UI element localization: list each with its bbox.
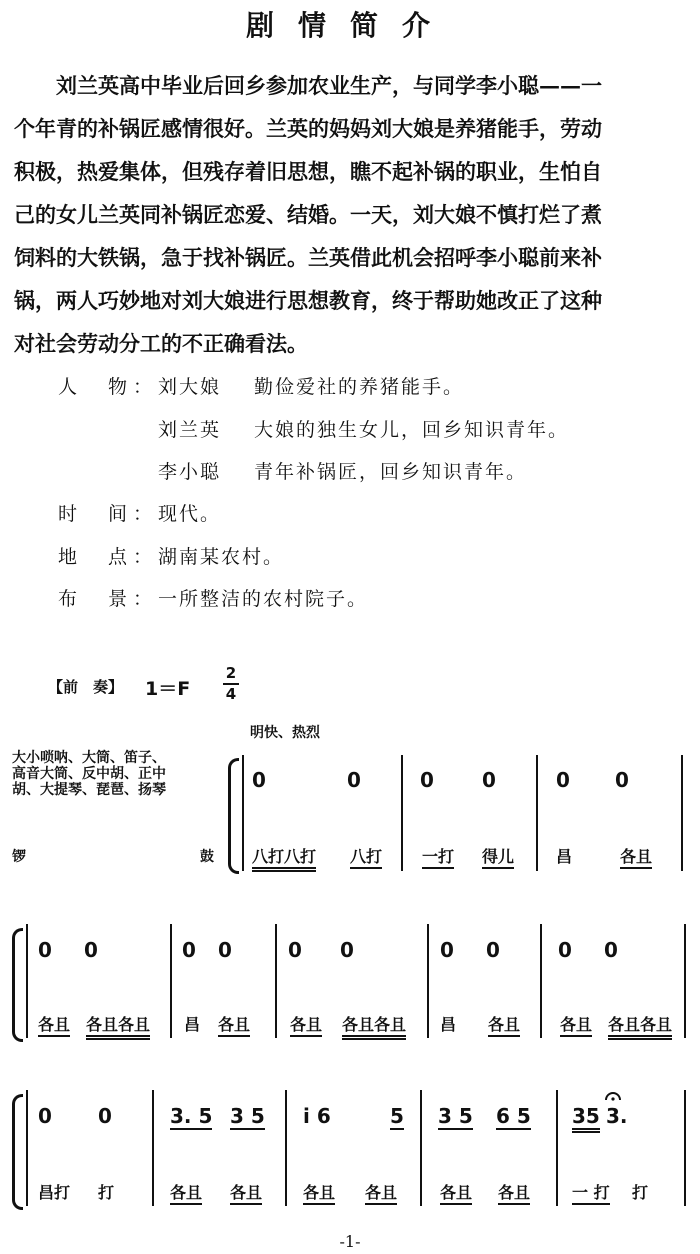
note: 0	[38, 938, 52, 962]
synopsis-line: 积极，热爱集体，但残存着旧思想，瞧不起补锅的职业，生怕自	[14, 159, 602, 184]
characters-label: 人 物：	[58, 376, 159, 398]
note: 0	[38, 1104, 52, 1128]
time-signature-top: 2	[225, 664, 237, 682]
percussion-syllable: 一 打	[572, 1180, 610, 1205]
barline	[170, 924, 172, 1038]
synopsis-line: 对社会劳动分工的不正确看法。	[14, 331, 308, 356]
percussion-syllable: 各且	[498, 1180, 530, 1205]
note: 35	[572, 1104, 600, 1133]
character-name: 刘兰英	[158, 419, 222, 441]
percussion-syllable: 昌	[556, 847, 573, 866]
character-desc: 青年补锅匠，回乡知识青年。	[254, 461, 528, 483]
note: 5	[390, 1104, 404, 1128]
percussion-syllable: 各且	[488, 1012, 520, 1037]
synopsis-line: 锅，两人巧妙地对刘大娘进行思想教育，终于帮助她改正了这种	[14, 288, 602, 313]
barline	[540, 924, 542, 1038]
percussion-syllable: 各且	[365, 1180, 397, 1205]
percussion-syllable: 各且	[38, 1012, 70, 1037]
percussion-syllable: 得儿	[482, 844, 514, 869]
percussion-syllable: 昌	[440, 1015, 457, 1034]
note: 0	[558, 938, 572, 962]
barline	[556, 1090, 558, 1206]
percussion-syllable: 打	[632, 1183, 649, 1202]
percussion-syllable: 昌	[184, 1015, 201, 1034]
note: 0	[84, 938, 98, 962]
fermata-icon	[604, 1090, 622, 1102]
synopsis-paragraph	[14, 64, 690, 365]
character-desc: 大娘的独生女儿，回乡知识青年。	[254, 419, 570, 441]
note: i 6	[303, 1104, 331, 1128]
barline	[427, 924, 429, 1038]
character-name: 李小聪	[158, 461, 222, 483]
key-signature: 1＝F	[145, 678, 191, 700]
synopsis-line: 刘兰英高中毕业后回乡参加农业生产，与同学李小聪——一	[14, 73, 602, 98]
percussion-syllable: 各且	[440, 1180, 472, 1205]
barline	[684, 1090, 686, 1206]
note: 0	[182, 938, 196, 962]
instrument-line: 大小唢呐、大筒、笛子、	[12, 750, 166, 766]
note: 0	[252, 768, 266, 792]
note: 0	[347, 768, 361, 792]
synopsis-line: 己的女儿兰英同补锅匠恋爱、结婚。一天，刘大娘不慎打烂了煮	[14, 202, 602, 227]
note: 0	[440, 938, 454, 962]
percussion-syllable: 各且	[620, 844, 652, 869]
time-value: 现代。	[158, 503, 222, 525]
percussion-syllable: 各且	[560, 1012, 592, 1037]
barline	[401, 755, 403, 871]
note: 0	[420, 768, 434, 792]
system-brace	[12, 1094, 23, 1210]
percussion-syllable: 各且各且	[608, 1012, 672, 1040]
note: 0	[98, 1104, 112, 1128]
percussion-syllable: 各且	[303, 1180, 335, 1205]
prelude-label: 【前 奏】	[48, 678, 124, 696]
percussion-syllable: 各且	[170, 1180, 202, 1205]
note: 0	[604, 938, 618, 962]
percussion-syllable: 各且各且	[342, 1012, 406, 1040]
barline	[152, 1090, 154, 1206]
percussion-syllable: 昌打	[38, 1183, 71, 1202]
note: 0	[615, 768, 629, 792]
system-brace	[228, 758, 239, 874]
percussion-syllable: 各且	[230, 1180, 262, 1205]
note: 3 5	[438, 1104, 473, 1128]
time-label: 时 间：	[58, 503, 159, 525]
synopsis-line: 饲料的大铁锅，急于找补锅匠。兰英借此机会招呼李小聪前来补	[14, 245, 602, 270]
percussion-syllable: 各且	[218, 1012, 250, 1037]
barline	[684, 924, 686, 1038]
percussion-label-gong: 锣	[12, 849, 26, 865]
percussion-syllable: 各且各且	[86, 1012, 150, 1040]
barline	[242, 755, 244, 871]
scene-value: 一所整洁的农村院子。	[158, 588, 369, 610]
note: 0	[288, 938, 302, 962]
percussion-syllable: 一打	[422, 844, 454, 869]
percussion-syllable: 八打八打	[252, 844, 316, 872]
note: 0	[218, 938, 232, 962]
percussion-label-drum: 鼓	[200, 849, 214, 865]
percussion-syllable: 各且	[290, 1012, 322, 1037]
page-number: -1-	[339, 1232, 361, 1251]
percussion-syllable: 打	[98, 1183, 115, 1202]
scene-label: 布 景：	[58, 588, 159, 610]
instrument-line: 胡、大提琴、琵琶、扬琴	[12, 782, 166, 798]
character-name: 刘大娘	[158, 376, 222, 398]
tempo-marking: 明快、热烈	[250, 725, 320, 741]
note: 0	[486, 938, 500, 962]
barline	[26, 924, 28, 1038]
barline	[536, 755, 538, 871]
note: 3.	[606, 1104, 628, 1128]
system-brace	[12, 928, 23, 1042]
note: 3. 5	[170, 1104, 213, 1128]
note: 0	[556, 768, 570, 792]
note: 6 5	[496, 1104, 531, 1128]
place-label: 地 点：	[58, 546, 159, 568]
barline	[26, 1090, 28, 1206]
note: 0	[482, 768, 496, 792]
note: 0	[340, 938, 354, 962]
percussion-syllable: 八打	[350, 844, 382, 869]
instrument-list	[12, 750, 166, 798]
page-title: 剧情简介	[245, 9, 454, 42]
instrument-line: 高音大筒、反中胡、正中	[12, 766, 166, 782]
barline	[285, 1090, 287, 1206]
barline	[275, 924, 277, 1038]
barline	[681, 755, 683, 871]
note: 3 5	[230, 1104, 265, 1128]
character-desc: 勤俭爱社的养猪能手。	[254, 376, 465, 398]
synopsis-line: 个年青的补锅匠感情很好。兰英的妈妈刘大娘是养猪能手，劳动	[14, 116, 602, 141]
time-signature-bottom: 4	[225, 685, 237, 703]
place-value: 湖南某农村。	[158, 546, 285, 568]
barline	[420, 1090, 422, 1206]
